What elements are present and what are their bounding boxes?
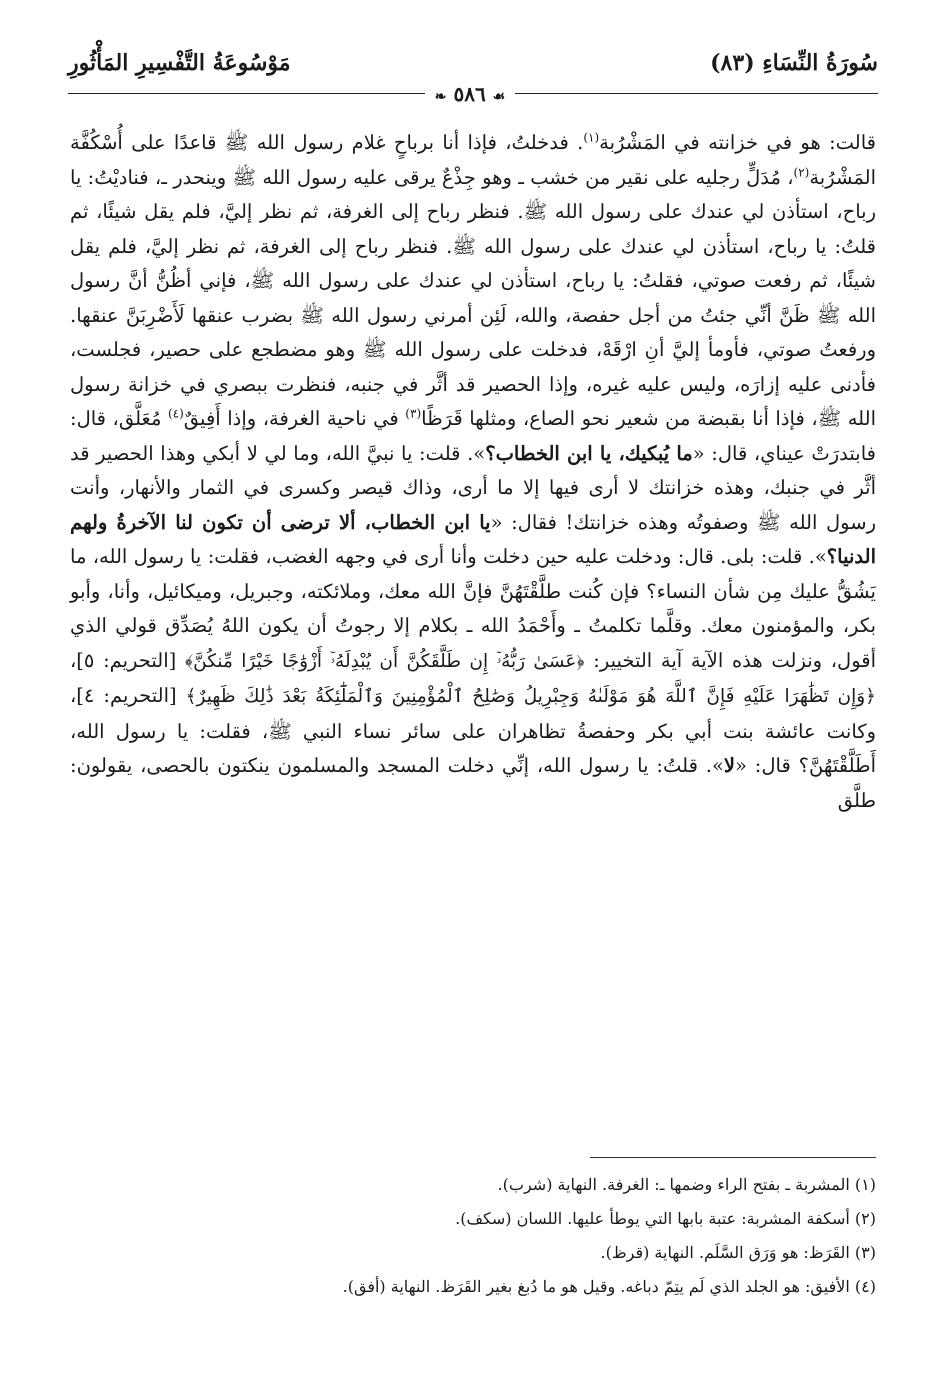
prophet-quote: ما يُبكيك، يا ابن الخطاب؟	[485, 441, 693, 465]
text-run: ». قلت: يا نبيَّ الله، وما لي لا أبكي وهذا الحصير قد أثَّر في جنبك، وهذه خزانتك لا أرى فيها إلا ما أرى، وذاك قيصر وكسرى في الثمار والأنهار، وأنت رسول الله ﷺ وصفوتُه وهذه خزانتك! فقال: «	[70, 441, 876, 534]
prophet-quote: يا ابن الخطاب، ألا ترضى أن تكون لنا الآخرةُ ولهم الدنيا؟	[70, 510, 876, 568]
text-run: . فدخلتُ، فإذا أنا برباحٍ غلام رسول الله ﷺ قاعدًا على أُسْكُفَّة المَشْرُبة	[70, 131, 876, 189]
footnote-2: (٢) أسكفة المشربة: عتبة بابها التي يوطأ عليها. اللسان (سكف).	[455, 1209, 876, 1228]
paragraph	[70, 126, 876, 818]
surah-title: سُورَةُ النِّسَاءِ (٨٣)	[710, 50, 878, 76]
footnote-separator	[590, 1157, 876, 1158]
text-run: مُعَلَّق، قال: فابتدرَتْ عيناي، قال: «	[70, 407, 876, 465]
verse-reference: [التحريم: ٥]،	[70, 648, 185, 672]
footnote-3: (٣) القَرَظ: هو وَرَق السَّلَم. النهاية (قرظ).	[600, 1243, 876, 1262]
ornament-right-icon: ☙	[492, 89, 506, 105]
footnote-ref-1[interactable]: (١)	[583, 130, 600, 145]
footnotes	[70, 1168, 876, 1304]
text-run: ». قلتُ: يا رسول الله، إنِّي دخلت المسجد والمسلمون ينكتون بالحصى، يقولون: طلَّق	[70, 754, 876, 812]
ornament-left-icon: ❧	[434, 89, 447, 105]
prophet-quote: لا	[723, 754, 736, 777]
main-text	[70, 126, 876, 818]
footnote-ref-2[interactable]: (٢)	[793, 165, 810, 179]
text-run: وكانت عائشة بنت أبي بكر وحفصةُ تظاهران على سائر نساء النبي ﷺ، فقلت: يا رسول الله، أَطَلَّقْتَهُنَّ؟ قال: «	[70, 719, 876, 777]
text-run: ». قلت: بلى. قال: ودخلت عليه حين دخلت وأنا أرى في وجهه الغضب، فقلت: يا رسول الله، ما يَشُقُّ عليك مِن شأن النساء؟ فإن كُنت طلَّقْتَهُنَّ فإنَّ الله معك، وملائكته، وجبريل، وميكائيل، وأنا، وأبو بكر، والمؤمنون معك. وقلَّما تكلمتُ ـ وأَحْمَدُ الله ـ بكلام إلا رجوتُ أن يكون اللهُ يُصَدِّق قولي الذي أقول، ونزلت هذه الآية آية التخيير:	[70, 545, 877, 672]
footnote-ref-3[interactable]: (٣)	[405, 406, 422, 421]
text-run: قالت: هو في خزانته في المَشْرُبة	[599, 131, 877, 154]
text-run: ، مُدَلٍّ رجليه على نقير من خشب ـ وهو جِذْعٌ يرقى عليه رسول الله ﷺ وينحدر ـ، فناديْتُ: يا رباح، استأذن لي عندك على رسول الله ﷺ. فنظر رباح إلى الغرفة، ثم نظر إليَّ، فلم يقل شيئًا، ثم قلتُ: يا رباح، استأذن لي عندك على رسول الله ﷺ. فنظر رباح إلى الغرفة، ثم نظر إليَّ، فلم يقل شيئًا، ثم رفعت صوتي، فقلتُ: يا رباح، استأذن لي عندك على رسول الله ﷺ، فإني أظُنُّ أنَّ رسول الله ﷺ ظَنَّ أنِّي جئتُ من أجل حفصة، والله، لَئِن أمرني رسول الله ﷺ بضرب عنقها لَأَضْرِبَنَّ عنقها. ورفعتُ صوتي، فأومأ إليَّ أنِ ارْقَهْ، فدخلت على رسول الله ﷺ وهو مضطجع على حصير، فجلست، فأدنى عليه إزارَه، وليس عليه غيره، وإذا الحصير قد أثَّر في جنبه، فنظرت ببصري في خزانة رسول الله ﷺ، فإذا أنا بقبضة من شعير نحو الصاع، ومثلها قَرَظًا	[70, 165, 876, 430]
page-number-block	[0, 82, 940, 106]
footnote-ref-4[interactable]: (٤)	[167, 406, 184, 421]
text-run: في ناحية الغرفة، وإذا أَفِيقٌ	[183, 407, 406, 430]
verse-reference: [التحريم: ٤]،	[70, 684, 186, 707]
footnote-1: (١) المشربة ـ بفتح الراء وضمها ـ: الغرفة. النهاية (شرب).	[497, 1175, 876, 1194]
page-number: ٥٨٦	[453, 82, 486, 106]
quran-verse: ﴿وَإِن تَظَٰهَرَا عَلَيْهِ فَإِنَّ ٱللَّهَ هُوَ مَوْلَىٰهُ وَجِبْرِيلُ وَصَٰلِحُ ٱلْمُؤْمِنِينَ وَٱلْمَلَٰٓئِكَةُ بَعْدَ ذَٰلِكَ ظَهِيرٌ﴾	[185, 686, 876, 707]
encyclopedia-title: مَوْسُوعَةُ التَّفْسِيرِ المَأْثُورِ	[68, 50, 291, 76]
footnote-4: (٤) الأفيق: هو الجلد الذي لَم يتِمّ دباغه. وقيل هو ما دُبغ بغير القَرَظ. النهاية (أفق).	[342, 1277, 876, 1296]
quran-verse: ﴿عَسَىٰ رَبُّهُۥٓ إِن طَلَّقَكُنَّ أَن يُبْدِلَهُۥٓ أَزْوَٰجًا خَيْرًا مِّنكُنَّ﴾	[184, 650, 585, 672]
